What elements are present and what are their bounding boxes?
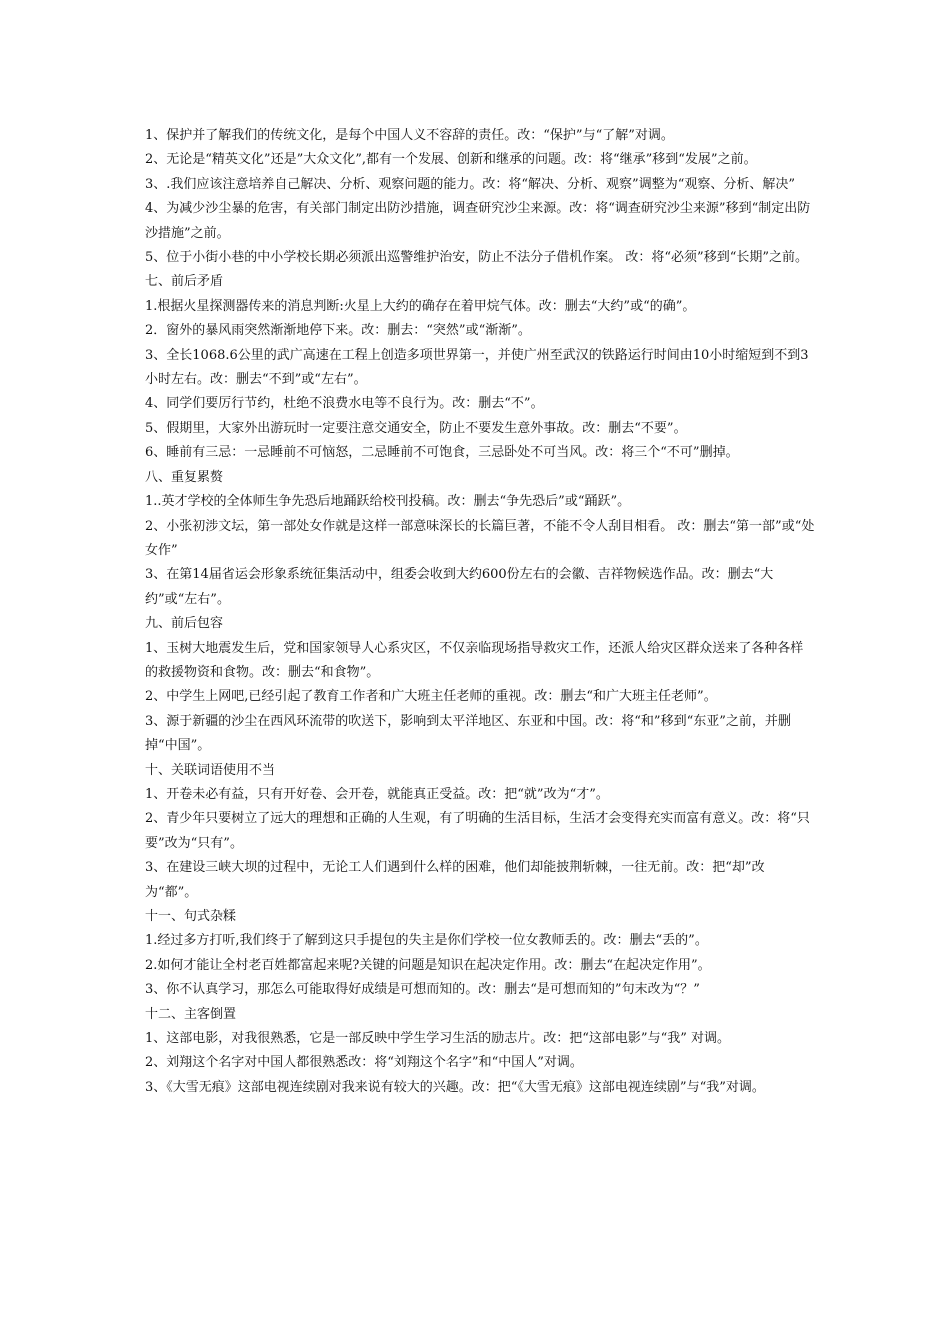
paragraph: 1、保护并了解我们的传统文化，是每个中国人义不容辞的责任。改：“保护”与“了解”对调。: [145, 128, 674, 143]
paragraph: 4、同学们要厉行节约，杜绝不浪费水电等不良行为。改：删去“不”。: [145, 396, 544, 412]
paragraph: 2、小张初涉文坛，第一部处女作就是这样一部意味深长的长篇巨著，不能不令人刮目相看。 改：删去“第一部”或“处女作”: [145, 518, 815, 558]
paragraph: 2、无论是“精英文化”还是”大众文化”,都有一个发展、创新和继承的问题。改：将“继承”移到“发展”之前。: [145, 152, 757, 168]
paragraph: 3、全长1068.6公里的武广高速在工程上创造多项世界第一，并使广州至武汉的铁路运行时间由10小时缩短到不到3小时左右。改：删去“不到”或“左右”。: [145, 347, 809, 388]
section-heading: 十二、主客倒置: [145, 1006, 237, 1022]
paragraph: 3、在第14届省运会形象系统征集活动中，组委会收到大约600份左右的会徽、吉祥物候选作品。改：删去“大约”或“左右”。: [145, 567, 774, 607]
paragraph: 3、在建设三峡大坝的过程中，无论工人们遇到什么样的困难，他们却能披荆斩棘，一往无前。改：把“却”改为“都”。: [145, 860, 765, 900]
section-heading: 九、前后包容: [145, 616, 224, 632]
paragraph: 1.根据火星探测器传来的消息判断:火星上大约的确存在着甲烷气体。改：删去“大约”或“的确”。: [145, 298, 696, 314]
paragraph: 3、源于新疆的沙尘在西风环流带的吹送下，影响到太平洋地区、东亚和中国。改：将“和”移到“东亚”之前，并删掉“中国”。: [145, 713, 791, 754]
paragraph: 1..英才学校的全体师生争先恐后地踊跃给校刊投稿。改：删去“争先恐后”或“踊跃”。: [145, 494, 631, 510]
paragraph: 6、睡前有三忌：一忌睡前不可恼怒，二忌睡前不可饱食，三忌卧处不可当风。改：将三个“不可”删掉。: [145, 445, 739, 461]
paragraph: 4、为减少沙尘暴的危害，有关部门制定出防沙措施，调查研究沙尘来源。改：将“调查研究沙尘来源”移到“制定出防沙措施”之前。: [145, 201, 811, 241]
paragraph: 5、位于小街小巷的中小学校长期必须派出巡警维护治安，防止不法分子借机作案。 改：将“必须”移到“长期”之前。: [145, 250, 808, 266]
paragraph: 3、你不认真学习，那怎么可能取得好成绩是可想而知的。改：删去“是可想而知的”句末改为“？”: [145, 982, 700, 998]
paragraph: 2、青少年只要树立了远大的理想和正确的人生观，有了明确的生活目标，生活才会变得充实而富有意义。改：将“只要”改为“只有”。: [145, 811, 810, 851]
paragraph: 2、刘翔这个名字对中国人都很熟悉改：将“刘翔这个名字”和“中国人”对调。: [145, 1055, 583, 1071]
paragraph: 1、玉树大地震发生后，党和国家领导人心系灾区，不仅亲临现场指导救灾工作，还派人给灾区群众送来了各种各样的救援物资和食物。改：删去“和食物”。: [145, 640, 804, 680]
section-heading: 七、前后矛盾: [145, 274, 224, 290]
paragraph: 1、开卷未必有益，只有开好卷、会开卷，就能真正受益。改：把“就”改为“才”。: [145, 786, 609, 802]
paragraph: 2．窗外的暴风雨突然渐渐地停下来。改：删去：“突然”或“渐渐”。: [145, 323, 531, 339]
paragraph: 5、假期里，大家外出游玩时一定要注意交通安全，防止不要发生意外事故。改：删去“不要”。: [145, 420, 687, 436]
section-heading: 十一、句式杂糅: [145, 909, 237, 924]
paragraph: 3、《大雪无痕》这部电视连续剧对我来说有较大的兴趣。改：把“《大雪无痕》这部电视连续剧”与“我”对调。: [145, 1079, 765, 1095]
section-heading: 八、重复累赘: [145, 469, 224, 485]
paragraph: 3、.我们应该注意培养自己解决、分析、观察问题的能力。改：将“解决、分析、观察”调整为“观察、分析、解决”: [145, 176, 795, 192]
section-heading: 十、关联词语使用不当: [145, 762, 276, 778]
paragraph: 2、中学生上网吧,已经引起了教育工作者和广大班主任老师的重视。改：删去“和广大班主任老师”。: [145, 689, 717, 705]
document-body: [145, 124, 815, 1100]
paragraph: 1.经过多方打听,我们终于了解到这只手提包的失主是你们学校一位女教师丢的。改：删去“丢的”。: [145, 933, 708, 949]
paragraph: 1、这部电影，对我很熟悉，它是一部反映中学生学习生活的励志片。改：把“这部电影”与“我” 对调。: [145, 1031, 730, 1047]
paragraph: 2.如何才能让全村老百姓都富起来呢?关键的问题是知识在起决定作用。改：删去“在起决定作用”。: [145, 957, 711, 973]
